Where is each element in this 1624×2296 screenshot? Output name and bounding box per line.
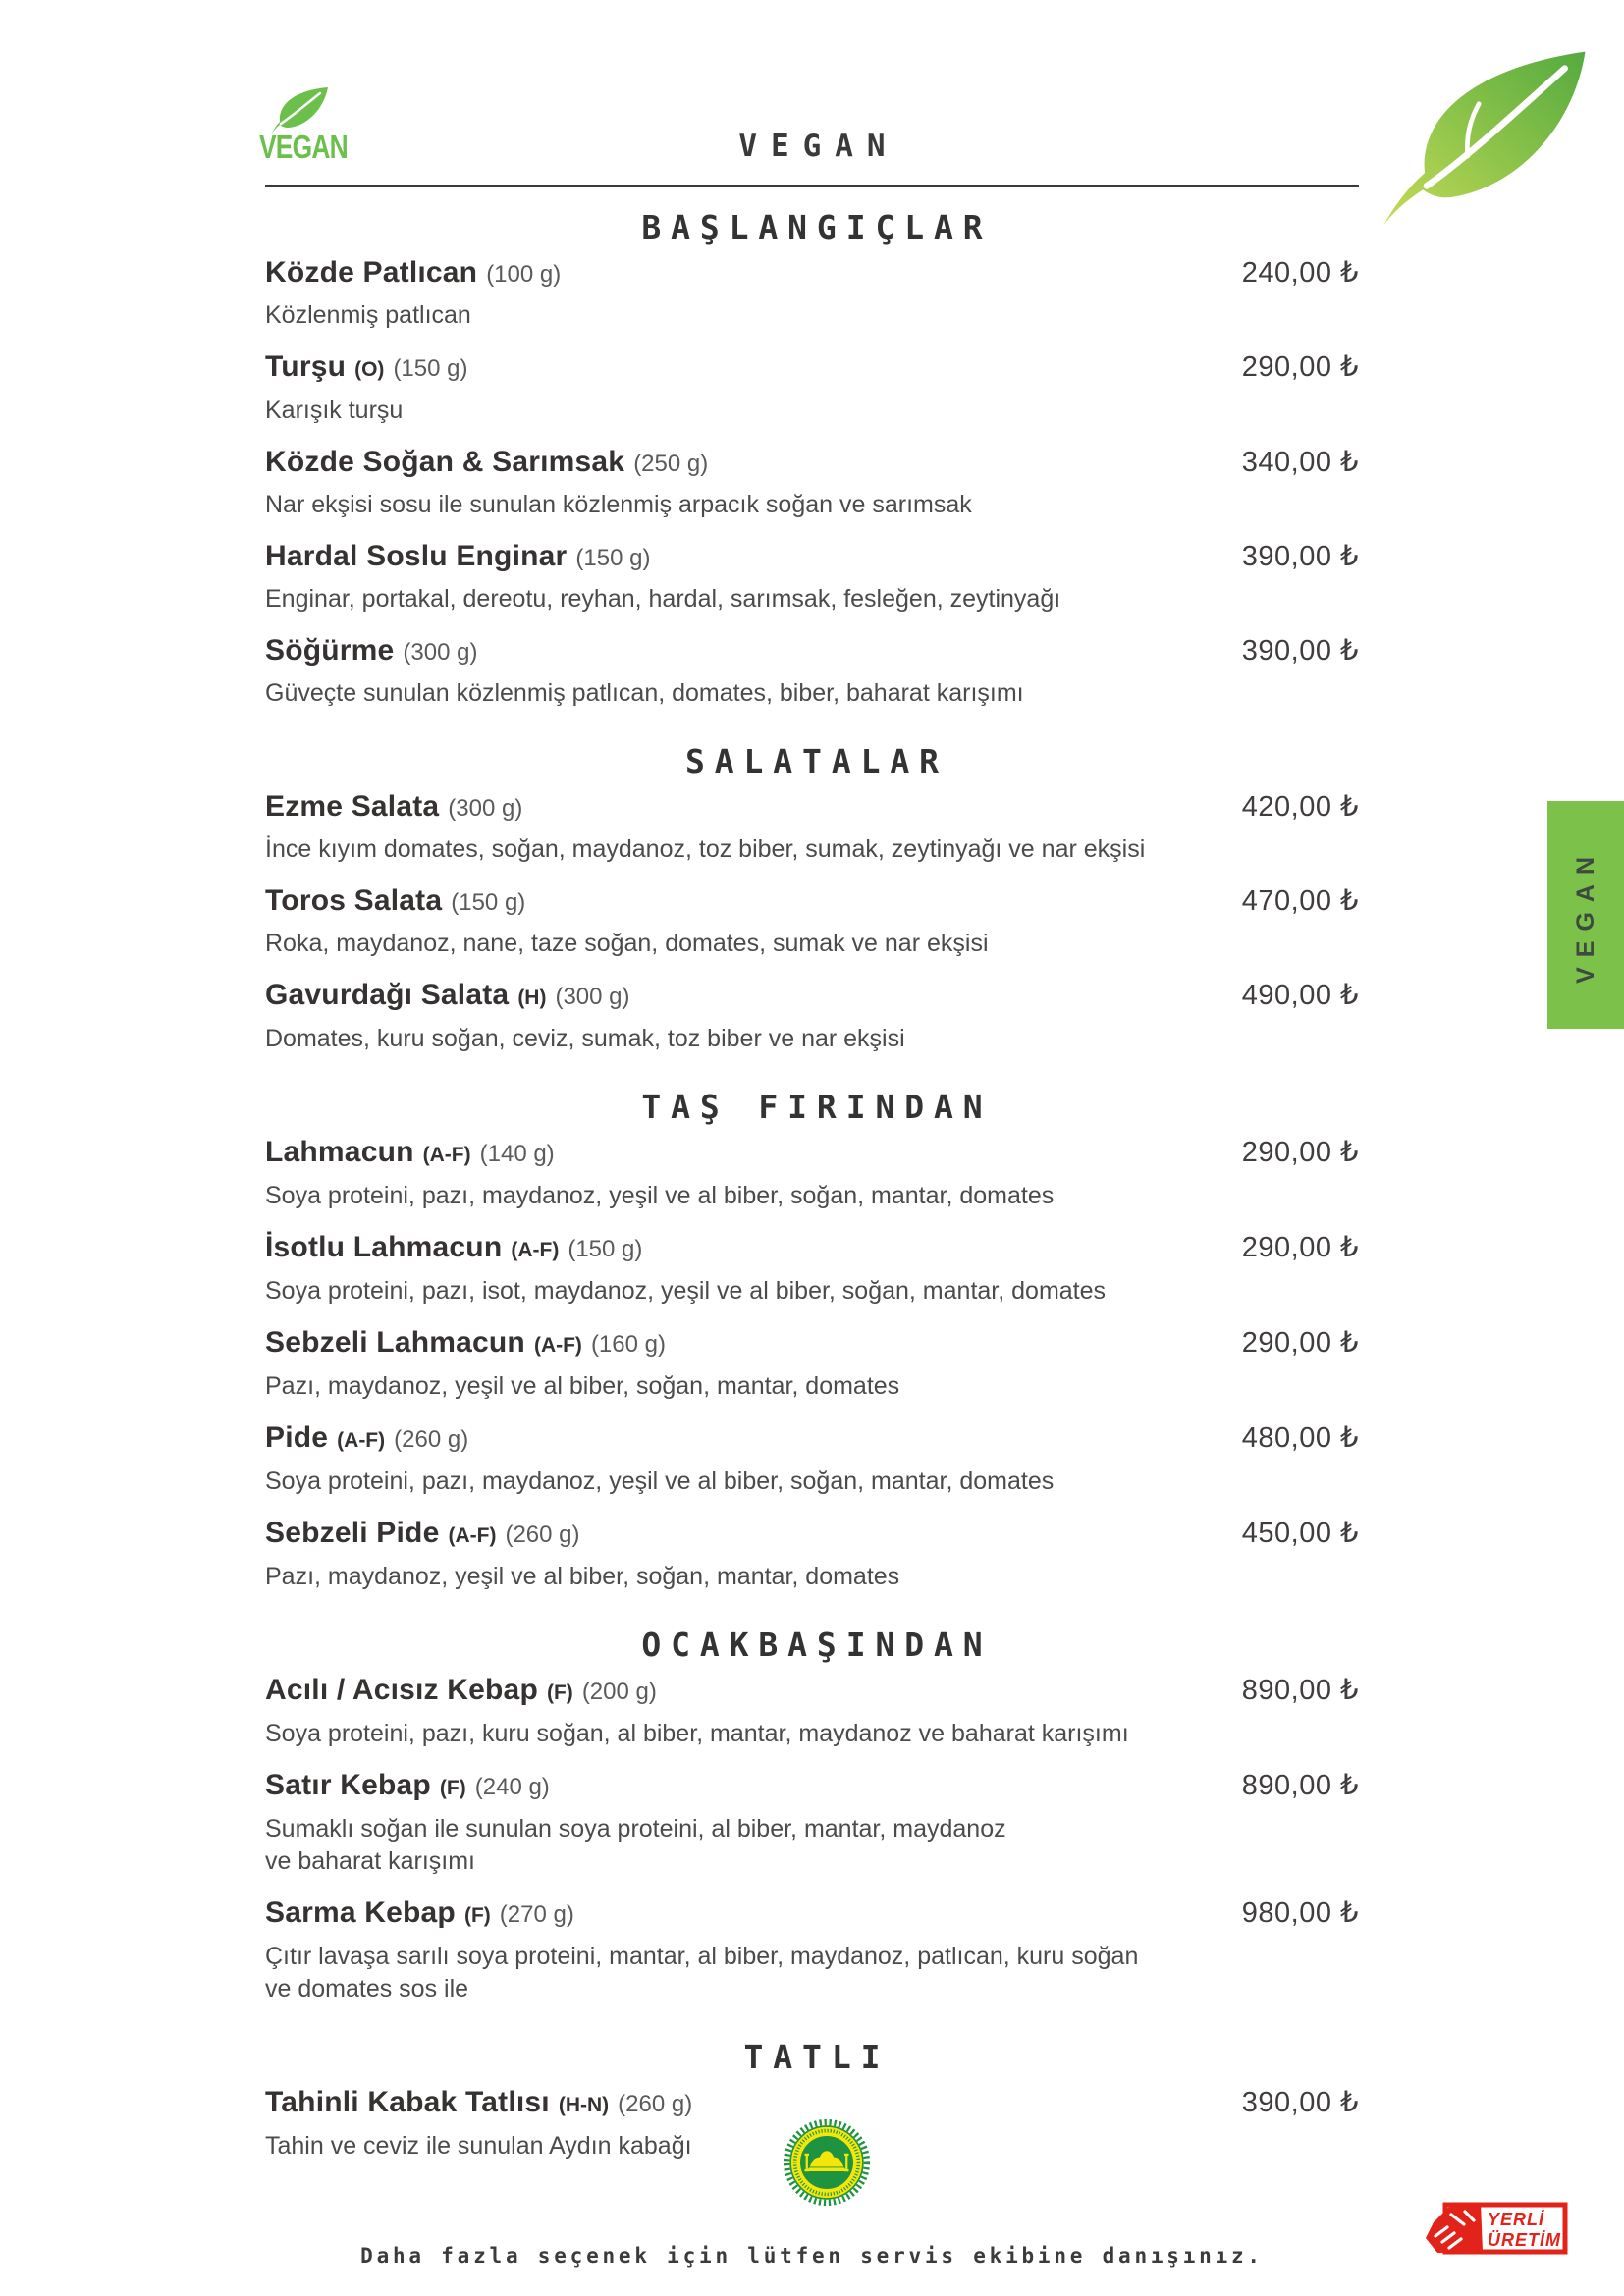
menu-item-description	[265, 1275, 1359, 1308]
menu-item-name: İsotlu Lahmacun	[265, 1231, 503, 1263]
section-heading: BAŞLANGIÇLAR	[641, 208, 993, 246]
menu-item-description	[265, 677, 1359, 710]
menu-item-description	[265, 928, 1359, 960]
menu-item-description-line: Tahin ve ceviz ile sunulan Aydın kabağı	[265, 2132, 692, 2160]
menu-item-line	[265, 633, 1359, 670]
menu-item-description-line: Enginar, portakal, dereotu, reyhan, hardal, sarımsak, fesleğen, zeytinyağı	[265, 585, 1061, 613]
menu-item-weight: (150 g)	[451, 889, 526, 916]
menu-item-name: Közde Patlıcan	[265, 256, 478, 289]
menu-item-description	[265, 1466, 1359, 1498]
menu-item-line	[265, 978, 1359, 1016]
menu-item-description-line: Közlenmiş patlıcan	[265, 301, 471, 329]
menu-item-line	[265, 883, 1359, 921]
menu-section	[265, 1088, 1359, 1593]
menu-item-name: Turşu	[265, 350, 347, 383]
menu-item-weight: (140 g)	[479, 1141, 555, 1167]
menu-item-allergen-code: (H-N)	[558, 2094, 610, 2116]
menu-item-name: Hardal Soslu Enginar	[265, 540, 568, 572]
menu-item-name: Ezme Salata	[265, 790, 440, 823]
menu-item-weight: (260 g)	[618, 2091, 693, 2117]
footer-note: Daha fazla seçenek için lütfen servis ekibine danışınız.	[360, 2244, 1264, 2268]
menu-item	[265, 883, 1359, 960]
menu-item-name: Pide	[265, 1421, 329, 1454]
menu-item-line	[265, 255, 1359, 293]
gi-seal-icon	[783, 2114, 871, 2211]
menu-item-price: 890,00 ₺	[1241, 1675, 1359, 1706]
menu-item-line	[265, 1673, 1359, 1711]
menu-item-price: 290,00 ₺	[1241, 1137, 1359, 1168]
page-title: VEGAN	[738, 129, 899, 164]
section-heading: OCAKBAŞINDAN	[641, 1626, 993, 1664]
menu-item-description	[265, 395, 1359, 427]
section-items	[265, 1135, 1359, 1593]
menu-item-price: 470,00 ₺	[1241, 885, 1359, 917]
menu-item-description-line: Domates, kuru soğan, ceviz, sumak, toz biber ve nar ekşisi	[265, 1025, 905, 1052]
section-heading: SALATALAR	[684, 742, 948, 780]
menu-item-weight: (300 g)	[448, 795, 523, 822]
menu-item-price: 390,00 ₺	[1241, 541, 1359, 572]
stamp-line1: YERLİ	[1488, 2210, 1545, 2229]
menu-item-line	[265, 1516, 1359, 1554]
menu-item-description	[265, 1718, 1359, 1750]
menu-item-description-line: İnce kıyım domates, soğan, maydanoz, toz biber, sumak, zeytinyağı ve nar ekşisi	[265, 835, 1146, 863]
yerli-uretim-stamp	[1422, 2197, 1571, 2260]
menu-item-description-line: ve baharat karışımı	[265, 1847, 475, 1875]
menu-item-weight: (300 g)	[403, 639, 478, 666]
menu-item	[265, 633, 1359, 710]
vegan-logo-text: VEGAN	[259, 129, 348, 165]
section-items	[265, 255, 1359, 710]
menu-item-line	[265, 1768, 1359, 1806]
menu-item-name: Sebzeli Pide	[265, 1517, 440, 1549]
menu-item-allergen-code: (F)	[463, 1904, 491, 1927]
menu-item-description	[265, 299, 1359, 332]
menu-item-line	[265, 539, 1359, 576]
menu-item-allergen-code: (H)	[517, 987, 547, 1009]
menu-item-line	[265, 1420, 1359, 1459]
menu-item-allergen-code: (A-F)	[533, 1334, 582, 1357]
menu-item-name: Sebzeli Lahmacun	[265, 1326, 525, 1359]
section-heading: TATLI	[743, 2038, 891, 2076]
menu-item-description	[265, 1180, 1359, 1212]
menu-item-name: Toros Salata	[265, 884, 443, 917]
menu-item	[265, 255, 1359, 332]
menu-item-description-line: Roka, maydanoz, nane, taze soğan, domates, sumak ve nar ekşisi	[265, 930, 989, 957]
menu-item-line	[265, 1230, 1359, 1268]
menu-item	[265, 539, 1359, 615]
menu-item-allergen-code: (O)	[354, 358, 385, 381]
menu-item-name: Söğürme	[265, 634, 395, 667]
menu-item-price: 390,00 ₺	[1241, 2087, 1359, 2118]
menu-item-description-line: ve domates sos ile	[265, 1975, 469, 2002]
menu-item-price: 420,00 ₺	[1241, 791, 1359, 823]
section-items	[265, 789, 1359, 1055]
menu-item-weight: (240 g)	[474, 1774, 550, 1800]
menu-item-weight: (270 g)	[499, 1901, 574, 1928]
menu-item-weight: (150 g)	[575, 545, 651, 571]
menu-item	[265, 978, 1359, 1055]
menu-item-weight: (150 g)	[393, 355, 468, 382]
menu-section	[265, 208, 1359, 710]
menu-section	[265, 742, 1359, 1055]
menu-item-allergen-code: (A-F)	[337, 1429, 386, 1452]
menu-item-weight: (300 g)	[555, 984, 630, 1010]
menu-item-price: 240,00 ₺	[1241, 257, 1359, 289]
menu-item-price: 290,00 ₺	[1241, 351, 1359, 383]
menu-section	[265, 1626, 1359, 2005]
menu-item-description-line: Çıtır lavaşa sarılı soya proteini, mantar, al biber, maydanoz, patlıcan, kuru soğan	[265, 1943, 1139, 1970]
menu-item-weight: (150 g)	[568, 1236, 643, 1262]
menu-item-name: Közde Soğan & Sarımsak	[265, 446, 625, 478]
menu-item-line	[265, 1325, 1359, 1363]
menu-item	[265, 1325, 1359, 1403]
menu-item	[265, 1420, 1359, 1498]
menu-item-description-line: Sumaklı soğan ile sunulan soya proteini, al biber, mantar, maydanoz	[265, 1815, 1006, 1842]
menu-item-description-line: Pazı, maydanoz, yeşil ve al biber, soğan, mantar, domates	[265, 1372, 900, 1400]
menu-item-price: 290,00 ₺	[1241, 1327, 1359, 1359]
menu-item-description	[265, 1813, 1359, 1878]
leaf-icon	[1371, 44, 1595, 231]
menu-item-description	[265, 833, 1359, 866]
menu-sections	[265, 208, 1359, 2180]
menu-item-description	[265, 489, 1359, 521]
menu-item-description	[265, 1561, 1359, 1593]
menu-item-description-line: Nar ekşisi sosu ile sunulan közlenmiş arpacık soğan ve sarımsak	[265, 491, 972, 518]
menu-item	[265, 349, 1359, 427]
section-items	[265, 1673, 1359, 2005]
menu-item-line	[265, 1896, 1359, 1934]
menu-item-line	[265, 1135, 1359, 1173]
menu-item-description	[265, 1941, 1359, 2005]
menu-item-allergen-code: (A-F)	[448, 1524, 497, 1547]
menu-item-description-line: Soya proteini, pazı, isot, maydanoz, yeşil ve al biber, soğan, mantar, domates	[265, 1277, 1107, 1305]
section-heading: TAŞ FIRINDAN	[641, 1088, 993, 1126]
menu-item-price: 480,00 ₺	[1241, 1422, 1359, 1454]
menu-item-description-line: Güveçte sunulan közlenmiş patlıcan, domates, biber, baharat karışımı	[265, 679, 1024, 707]
menu-item-weight: (200 g)	[581, 1679, 657, 1705]
menu-item-line	[265, 349, 1359, 388]
menu-item-weight: (160 g)	[590, 1331, 666, 1358]
header-divider	[265, 185, 1359, 187]
menu-item	[265, 1230, 1359, 1308]
menu-item-price: 980,00 ₺	[1241, 1897, 1359, 1929]
menu-item-weight: (260 g)	[394, 1426, 469, 1453]
vegan-side-tab[interactable]	[1547, 801, 1624, 1029]
menu-item-weight: (260 g)	[505, 1522, 580, 1548]
menu-item-price: 490,00 ₺	[1241, 980, 1359, 1011]
menu-item-description-line: Soya proteini, pazı, maydanoz, yeşil ve al biber, soğan, mantar, domates	[265, 1182, 1055, 1209]
menu-item-name: Sarma Kebap	[265, 1896, 456, 1929]
menu-item-price: 890,00 ₺	[1241, 1770, 1359, 1801]
menu-item-weight: (100 g)	[486, 261, 562, 288]
menu-item	[265, 789, 1359, 866]
menu-item-description	[265, 1023, 1359, 1055]
menu-item-price: 290,00 ₺	[1241, 1232, 1359, 1263]
menu-item-description-line: Soya proteini, pazı, kuru soğan, al biber, mantar, maydanoz ve baharat karışımı	[265, 1720, 1129, 1747]
menu-item-weight: (250 g)	[633, 451, 709, 477]
menu-item-allergen-code: (F)	[439, 1777, 466, 1799]
menu-item-description-line: Pazı, maydanoz, yeşil ve al biber, soğan, mantar, domates	[265, 1563, 900, 1590]
menu-item-price: 450,00 ₺	[1241, 1518, 1359, 1549]
menu-item	[265, 1896, 1359, 2005]
menu-item-allergen-code: (A-F)	[422, 1144, 471, 1166]
side-tab-label: VEGAN	[1571, 846, 1599, 984]
menu-item-description-line: Soya proteini, pazı, maydanoz, yeşil ve al biber, soğan, mantar, domates	[265, 1468, 1055, 1495]
menu-item-name: Satır Kebap	[265, 1769, 431, 1801]
menu-item-line	[265, 445, 1359, 482]
menu-item-price: 340,00 ₺	[1241, 447, 1359, 478]
menu-item-name: Lahmacun	[265, 1136, 414, 1168]
menu-item-name: Acılı / Acısız Kebap	[265, 1674, 538, 1706]
menu-item	[265, 1768, 1359, 1878]
menu-item-allergen-code: (F)	[546, 1682, 573, 1704]
menu-item	[265, 1135, 1359, 1212]
menu-item	[265, 1516, 1359, 1593]
menu-item-line	[265, 789, 1359, 827]
handshake-icon	[1422, 2197, 1571, 2260]
menu-item	[265, 1673, 1359, 1750]
menu-item-allergen-code: (A-F)	[511, 1239, 560, 1261]
menu-item	[265, 445, 1359, 521]
menu-item-description	[265, 1370, 1359, 1403]
stamp-line2: ÜRETİM	[1488, 2230, 1561, 2250]
menu-item-description	[265, 583, 1359, 615]
menu-item-price: 390,00 ₺	[1241, 635, 1359, 667]
menu-item-name: Tahinli Kabak Tatlısı	[265, 2086, 550, 2118]
menu-item-name: Gavurdağı Salata	[265, 979, 510, 1011]
menu-item-description-line: Karışık turşu	[265, 397, 404, 424]
